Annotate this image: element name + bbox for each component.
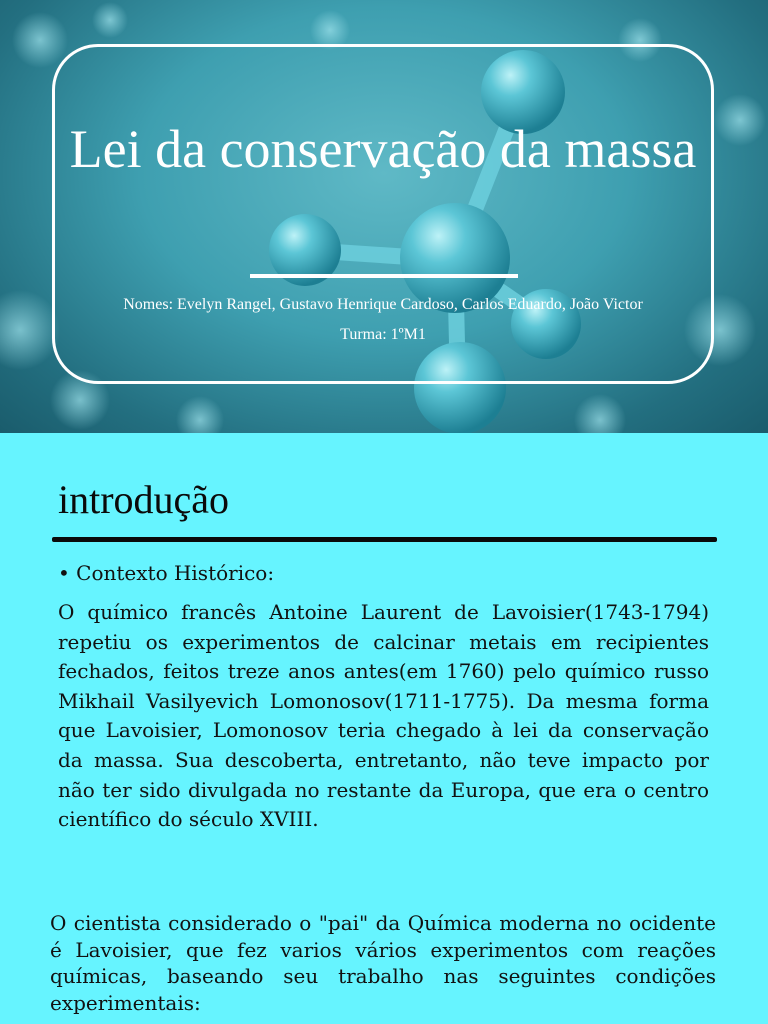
bullet-item: • Contexto Histórico: xyxy=(58,561,275,585)
heading-divider xyxy=(52,537,717,542)
author-names: Nomes: Evelyn Rangel, Gustavo Henrique Cardoso, Carlos Eduardo, João Victor xyxy=(123,296,643,313)
title-underline xyxy=(250,274,518,278)
title-slide xyxy=(0,0,768,433)
lavoisier-paragraph: O cientista considerado o "pai" da Química moderna no ocidente é Lavoisier, que fez varios vários experimentos com reações químicas, baseando seu trabalho nas seguintes condições experimentais: xyxy=(50,911,716,1015)
history-paragraph: O químico francês Antoine Laurent de Lavoisier(1743-1794) repetiu os experimentos de calcinar metais em recipientes fechados, feitos treze anos antes(em 1760) pelo químico russo Mikhail Vasilyevich Lomonosov(1711-1775). Da mesma forma que Lavoisier, Lomonosov teria chegado à lei da conservação da massa. Sua descoberta, entretanto, não teve impacto por não ter sido divulgada no restante da Europa, que era o centro científico do século XVIII. xyxy=(58,600,709,832)
section-heading: introdução xyxy=(58,477,230,522)
class-label: Turma: 1ºM1 xyxy=(340,326,426,343)
slide-title: Lei da conservação da massa xyxy=(69,119,697,179)
